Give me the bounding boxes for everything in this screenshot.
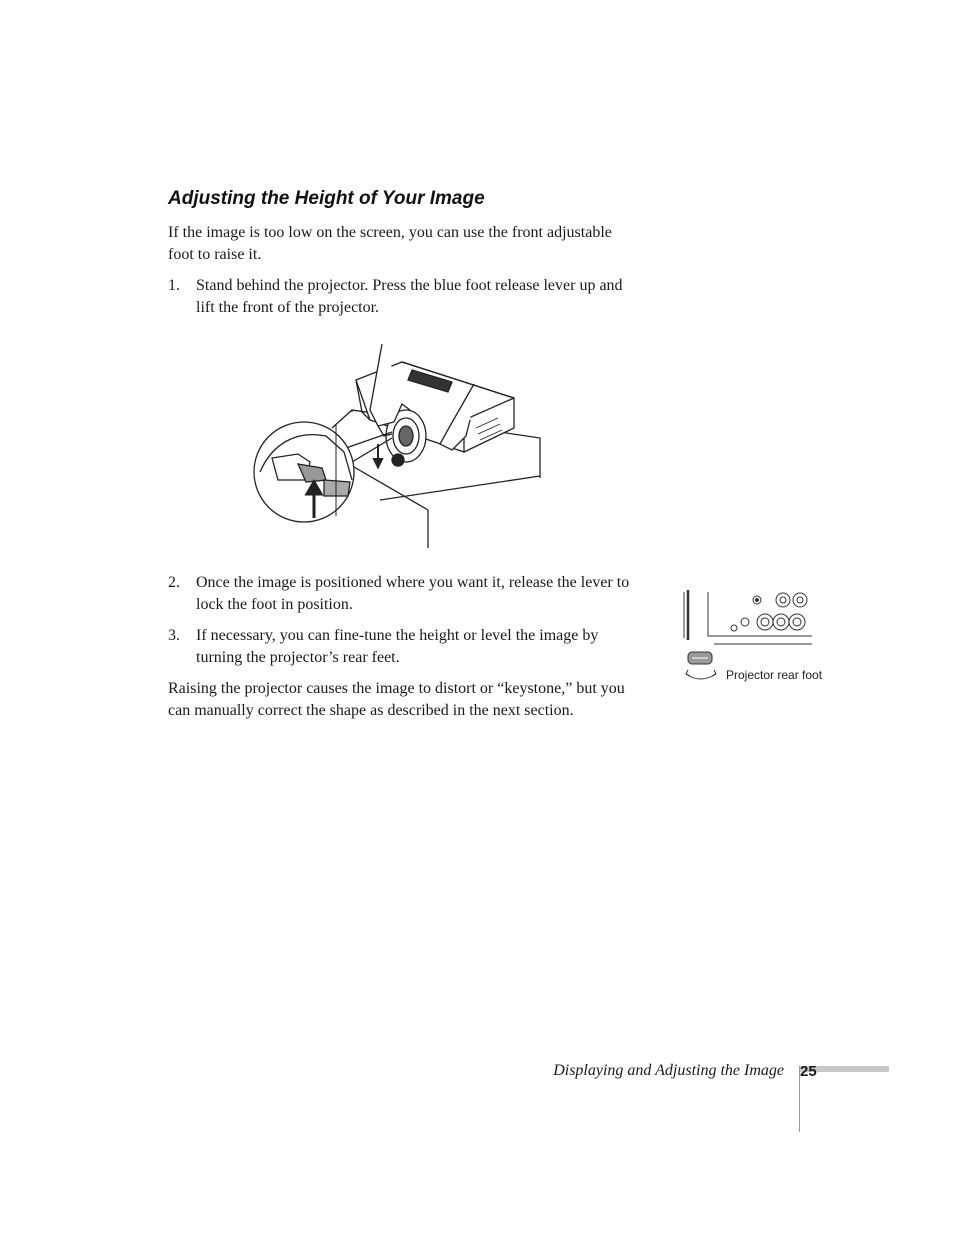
- closing-paragraph: Raising the projector causes the image to distort or “keystone,” but you can manually correct the shape as described in the next section.: [168, 680, 625, 719]
- page-number: 25: [800, 1063, 817, 1080]
- step-1-text: Stand behind the projector. Press the blue foot release lever up and lift the front of the projector.: [196, 277, 623, 316]
- footer-chapter-title: Displaying and Adjusting the Image: [553, 1062, 784, 1079]
- step-2: [168, 572, 638, 616]
- intro-paragraph: If the image is too low on the screen, you can use the front adjustable foot to raise it.: [168, 224, 612, 263]
- projector-lift-illustration: [252, 340, 552, 552]
- step-1-number: 1.: [168, 277, 180, 294]
- rear-foot-caption: Projector rear foot: [726, 668, 823, 682]
- section-heading: Adjusting the Height of Your Image: [168, 188, 485, 209]
- step-3-number: 3.: [168, 627, 180, 644]
- step-2-text: Once the image is positioned where you want it, release the lever to lock the foot in position.: [196, 574, 630, 613]
- step-3-text: If necessary, you can fine-tune the height or level the image by turning the projector’s rear feet.: [196, 627, 599, 666]
- step-2-number: 2.: [168, 574, 180, 591]
- step-1: [168, 275, 638, 319]
- step-3: [168, 625, 638, 669]
